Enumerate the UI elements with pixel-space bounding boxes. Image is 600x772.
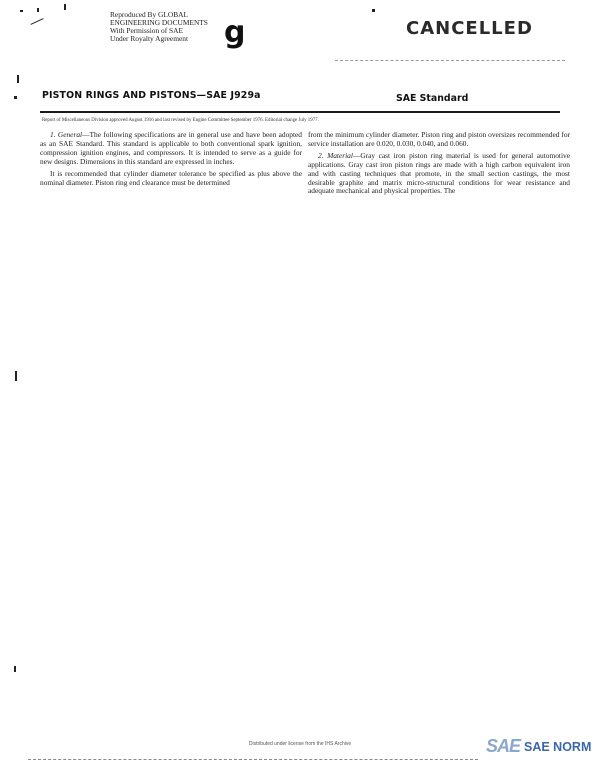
stamp-line-4: Under Royalty Agreement <box>110 34 188 43</box>
section-material <box>308 152 570 197</box>
stamp-line-1: Reproduced By GLOBAL <box>110 10 188 19</box>
section-text: —Gray cast iron piston ring material is used for general automotive applications. Gray cast iron piston rings are made with a high carbon equivalent iron and with casting techniques that promote, in the small section castings, the most desirable graphite and matrix micro-structural conditions for wear resistance and adequate mechanical and physical properties. The <box>308 150 570 196</box>
standard-label: SAE Standard <box>396 93 469 104</box>
sae-logo: SAE <box>486 736 521 756</box>
cancelled-stamp: CANCELLED <box>406 18 533 39</box>
distribution-notice: Distributed under license from the IHS Archive <box>248 741 352 747</box>
header-divider <box>335 60 565 61</box>
title-rule <box>40 111 560 113</box>
sae-norm-brand: SAE NORM <box>524 740 592 754</box>
stamp-line-2: ENGINEERING DOCUMENTS <box>110 18 208 27</box>
footer-rule <box>28 759 478 760</box>
global-logo: g <box>224 15 246 50</box>
paragraph-tolerance: It is recommended that cylinder diameter tolerance be specified as plus above the nominal diameter. Piston ring end clearance must be determined <box>40 168 302 187</box>
section-text: —The following specifications are in general use and have been adopted as an SAE Standard. This standard is applicable to both conventional spark ignition, compression ignition engines, and compressors. It is intended to serve as a guide for new designs. Dimensions in this standard are expressed in inches. <box>40 130 302 166</box>
section-heading: 1. General <box>50 130 83 139</box>
reproduction-stamp <box>110 11 228 43</box>
section-general <box>40 131 302 167</box>
right-column <box>308 131 570 199</box>
section-heading: 2. Material <box>318 150 353 160</box>
report-line: Report of Miscellaneous Division approved August 1916 and last revised by Engine Committee September 1976. Editorial change July 1977. <box>42 118 319 123</box>
document-title: PISTON RINGS AND PISTONS—SAE J929a <box>42 90 261 101</box>
stamp-line-3: With Permission of SAE <box>110 26 183 35</box>
left-column <box>40 131 302 190</box>
paragraph-oversizes: from the minimum cylinder diameter. Piston ring and piston oversizes recommended for service installation are 0.020, 0.030, 0.040, and 0.060. <box>308 130 570 148</box>
